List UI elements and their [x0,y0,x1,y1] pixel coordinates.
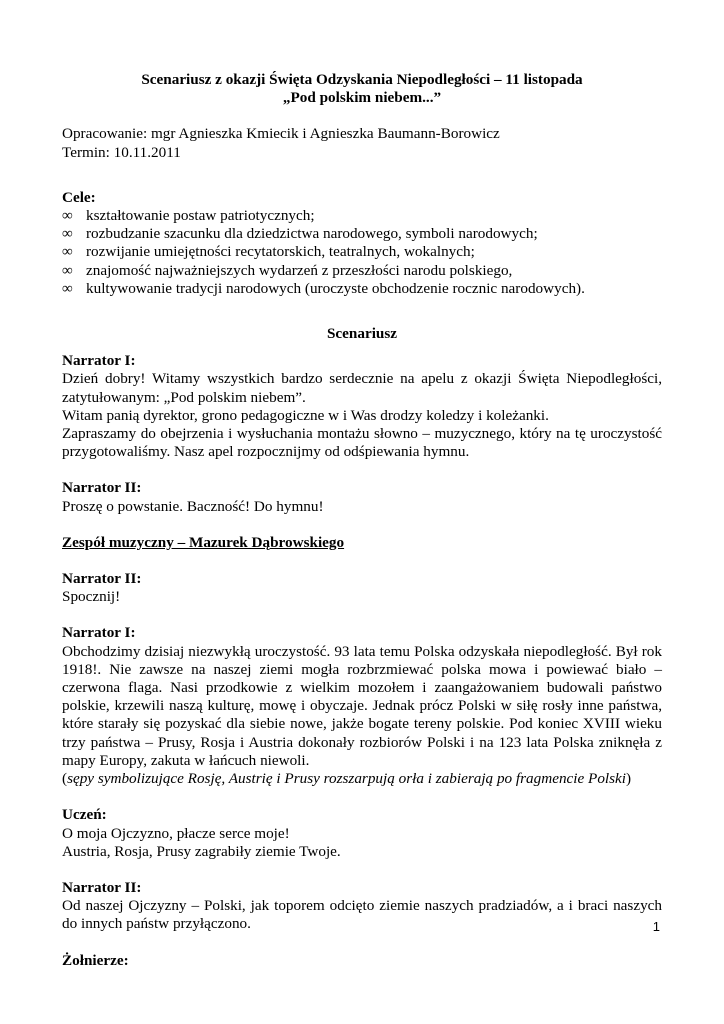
speech-paragraph: Zapraszamy do obejrzenia i wysłuchania montażu słowno – muzycznego, który na tę uroczystość przygotowaliśmy. Nasz apel rozpocznijmy od odśpiewania hymnu. [62,425,662,461]
music-cue: Zespół muzyczny – Mazurek Dąbrowskiego [62,533,345,551]
stage-direction: (sępy symbolizujące Rosję, Austrię i Prusy rozszarpują orła i zabierają po fragmencie Polski) [62,770,632,788]
speaker-label: Narrator I: [62,624,136,642]
speaker-label: Narrator II: [62,878,142,896]
goal-item: ∞ rozwijanie umiejętności recytatorskich, teatralnych, wokalnych; [62,243,475,261]
verse-line: Austria, Rosja, Prusy zagrabiły ziemie Twoje. [62,842,341,860]
scenario-heading: Scenariusz [326,325,398,343]
goal-item: ∞ znajomość najważniejszych wydarzeń z przeszłości narodu polskiego, [62,261,513,279]
title-line-1: Scenariusz z okazji Święta Odzyskania Niepodległości – 11 listopada [141,71,583,88]
verse-line: O moja Ojczyzno, płacze serce moje! [62,824,290,842]
speaker-label: Narrator II: [62,570,142,588]
goals-list [62,207,662,298]
infinity-bullet-icon: ∞ [62,261,73,279]
title-line-2: „Pod polskim niebem...” [282,89,442,107]
speech-paragraph: Obchodzimy dzisiaj niezwykłą uroczystość. 93 lata temu Polska odzyskała niepodległość. Był rok 1918!. Nie zawsze na naszej ziemi mogła rozbrzmiewać polska mowa i powiewać biało – czerwona flaga. Nasi przodkowie z wielkim mozołem i zaangażowaniem budowali państwo polskie, krzewili naszą kulturę, mowę i obyczaje. Jednak prócz Polski w siłę rosły inne państwa, które starały się pozyskać dla siebie nowe, jakże bogate tereny polskie. Pod koniec XVIII wieku trzy państwa – Prusy, Rosja i Austria dokonały rozbiorów Polski i na 123 lata Polska zniknęła z mapy Europy, zakuta w łańcuch niewoli. [62,642,662,769]
date-line: Termin: 10.11.2011 [62,143,181,161]
speech-paragraph: Spocznij! [62,588,121,606]
speech-paragraph: Dzień dobry! Witamy wszystkich bardzo serdecznie na apelu z okazji Święta Niepodległości, zatytułowanym: „Pod polskim niebem”. [62,370,662,406]
speaker-label: Uczeń: [62,806,107,824]
speech-paragraph: Proszę o powstanie. Baczność! Do hymnu! [62,497,324,515]
infinity-bullet-icon: ∞ [62,279,73,297]
infinity-bullet-icon: ∞ [62,225,73,243]
page-number: 1 [652,919,660,934]
speech-paragraph: Od naszej Ojczyzny – Polski, jak toporem odcięto ziemie naszych pradziadów, a i braci naszych do innych państw przyłączono. [62,897,662,933]
author-line: Opracowanie: mgr Agnieszka Kmiecik i Agnieszka Baumann-Borowicz [62,125,500,143]
goal-item: ∞ kształtowanie postaw patriotycznych; [62,207,315,225]
goal-item: ∞ kultywowanie tradycji narodowych (uroczyste obchodzenie rocznic narodowych). [62,279,585,297]
speaker-label: Narrator I: [62,352,136,370]
goals-heading: Cele: [62,188,96,206]
goal-item: ∞ rozbudzanie szacunku dla dziedzictwa narodowego, symboli narodowych; [62,225,538,243]
infinity-bullet-icon: ∞ [62,207,73,225]
speaker-label: Żołnierze: [62,951,129,969]
infinity-bullet-icon: ∞ [62,243,73,261]
document-body [62,71,662,970]
speech-paragraph: Witam panią dyrektor, grono pedagogiczne w i Was drodzy koledzy i koleżanki. [62,406,549,424]
speaker-label: Narrator II: [62,479,142,497]
